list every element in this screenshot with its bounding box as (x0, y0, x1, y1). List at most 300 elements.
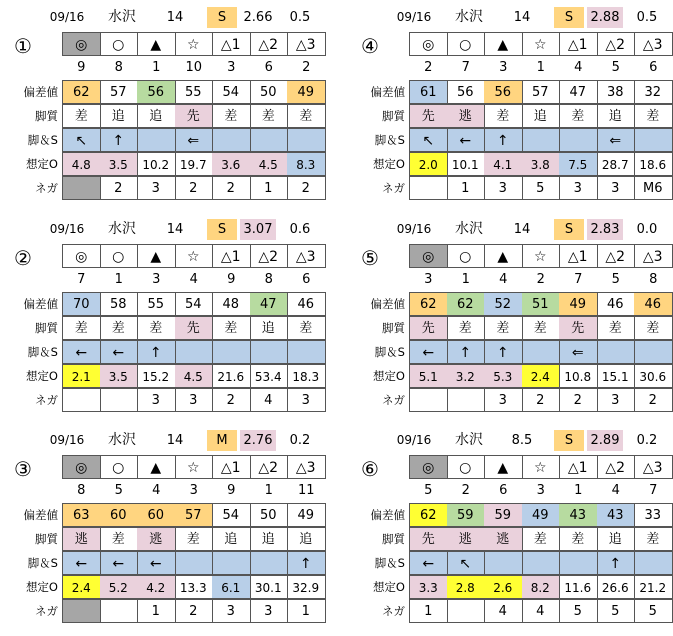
position-arrow (137, 128, 176, 152)
running-style: 差 (287, 104, 326, 128)
odds-value: 15.2 (137, 364, 176, 388)
running-style-row (357, 104, 669, 128)
position-arrow (634, 551, 673, 575)
position-arrow: ⇐ (559, 340, 598, 364)
distance-value: 8.5 (511, 433, 533, 448)
running-style: 差 (522, 316, 561, 340)
odds-value: 5.3 (484, 364, 523, 388)
row-label: 脚質 (35, 532, 58, 546)
running-style: 差 (212, 104, 251, 128)
position-arrow: ↑ (100, 128, 139, 152)
horse-number: 5 (611, 272, 620, 287)
running-style: 差 (212, 316, 251, 340)
mark-cell: ☆ (175, 244, 214, 268)
horse-number: 4 (611, 483, 620, 498)
odds-value: 18.3 (287, 364, 326, 388)
running-style: 差 (100, 316, 139, 340)
deviation-value: 47 (250, 292, 289, 316)
race-number: ⑤ (361, 246, 379, 270)
running-style-row (10, 316, 322, 340)
mark-cell: ▲ (484, 32, 523, 56)
position-arrow (212, 128, 251, 152)
deviation-value: 62 (409, 292, 448, 316)
deviation-value: 50 (250, 80, 289, 104)
venue-name: 水沢 (455, 221, 483, 237)
expected-odds-row (357, 152, 669, 176)
horse-number: 8 (264, 272, 273, 287)
row-label: 脚＆S (27, 556, 58, 570)
deviation-value: 62 (409, 503, 448, 527)
position-arrow (287, 340, 326, 364)
position-arrow (287, 128, 326, 152)
odds-value: 2.6 (484, 575, 523, 599)
position-arrow (484, 551, 523, 575)
position-arrow (175, 551, 214, 575)
deviation-value: 59 (447, 503, 486, 527)
deviation-value: 33 (634, 503, 673, 527)
venue-name: 水沢 (455, 432, 483, 448)
running-style: 逃 (62, 527, 101, 551)
odds-value: 11.6 (559, 575, 598, 599)
row-label: 偏差値 (23, 85, 58, 99)
position-arrow: ↑ (597, 551, 636, 575)
deviation-value: 56 (447, 80, 486, 104)
row-label: 想定O (372, 580, 405, 594)
running-style: 差 (62, 104, 101, 128)
deviation-value: 60 (137, 503, 176, 527)
row-label: 脚＆S (374, 345, 405, 359)
deviation-value: 52 (484, 292, 523, 316)
position-arrow (212, 340, 251, 364)
position-arrow: ↑ (137, 340, 176, 364)
mark-cell: △2 (250, 32, 289, 56)
odds-value: 4.2 (137, 575, 176, 599)
row-label: 脚質 (382, 109, 405, 123)
mark-cell: ◎ (62, 32, 101, 56)
deviation-value: 49 (287, 503, 326, 527)
deviation-value: 57 (175, 503, 214, 527)
deviation-value: 50 (250, 503, 289, 527)
ratio-value: 2.89 (587, 430, 623, 451)
running-style: 差 (175, 527, 214, 551)
expected-odds-row (10, 364, 322, 388)
position-row (357, 128, 669, 152)
odds-value: 2.8 (447, 575, 486, 599)
negative-value: 4 (484, 599, 523, 623)
horse-number-row (10, 56, 322, 80)
row-label: 脚質 (382, 532, 405, 546)
running-style-row (10, 527, 322, 551)
running-style: 差 (634, 527, 673, 551)
position-arrow (522, 551, 561, 575)
odds-value: 4.1 (484, 152, 523, 176)
row-label: 偏差値 (23, 297, 58, 311)
track-condition: M (207, 430, 237, 451)
odds-value: 8.3 (287, 152, 326, 176)
horse-number: 8 (77, 483, 86, 498)
horse-number: 2 (536, 272, 545, 287)
negative-value: 3 (175, 388, 214, 412)
odds-value: 8.2 (522, 575, 561, 599)
deviation-value: 38 (597, 80, 636, 104)
running-style: 差 (634, 104, 673, 128)
distance-value: 14 (166, 433, 184, 448)
mark-cell: ▲ (137, 244, 176, 268)
position-arrow: ← (62, 551, 101, 575)
odds-value: 28.7 (597, 152, 636, 176)
mark-cell: ○ (447, 455, 486, 479)
panel-header (10, 216, 322, 241)
running-style: 差 (100, 527, 139, 551)
negative-row (10, 599, 322, 623)
marks-row (357, 32, 669, 56)
negative-row (357, 599, 669, 623)
track-condition: S (554, 430, 584, 451)
marks-row (357, 244, 669, 268)
ratio-value: 3.07 (240, 219, 276, 240)
horse-number-row (357, 56, 669, 80)
horse-number: 2 (424, 60, 433, 75)
mark-cell: △1 (212, 244, 251, 268)
mark-cell: ○ (447, 32, 486, 56)
running-style: 逃 (447, 527, 486, 551)
deviation-value: 54 (212, 80, 251, 104)
odds-value: 10.1 (447, 152, 486, 176)
horse-number-row (10, 479, 322, 503)
running-style: 差 (62, 316, 101, 340)
position-arrow (522, 340, 561, 364)
race-panel-2 (10, 216, 322, 421)
horse-number: 3 (424, 272, 433, 287)
deviation-row (10, 503, 322, 527)
position-arrow: ← (100, 551, 139, 575)
horse-number: 7 (461, 60, 470, 75)
horse-number: 7 (574, 272, 583, 287)
deviation-value: 70 (62, 292, 101, 316)
track-condition: S (554, 7, 584, 28)
odds-value: 3.5 (100, 152, 139, 176)
odds-value: 21.2 (634, 575, 673, 599)
deviation-value: 49 (287, 80, 326, 104)
distance-value: 14 (513, 10, 531, 25)
negative-value: 5 (522, 176, 561, 200)
negative-value: 3 (250, 599, 289, 623)
horse-number: 3 (152, 272, 161, 287)
negative-value: 2 (175, 176, 214, 200)
mark-cell: ○ (100, 455, 139, 479)
position-arrow (250, 128, 289, 152)
horse-number: 4 (152, 483, 161, 498)
odds-value: 3.2 (447, 364, 486, 388)
position-arrow (634, 340, 673, 364)
negative-value (447, 599, 486, 623)
position-arrow: ↑ (447, 340, 486, 364)
deviation-value: 32 (634, 80, 673, 104)
row-label: ネガ (35, 181, 58, 195)
deviation-value: 63 (62, 503, 101, 527)
venue-name: 水沢 (108, 9, 136, 25)
horse-number: 2 (302, 60, 311, 75)
position-arrow (250, 340, 289, 364)
negative-value (100, 388, 139, 412)
marks-row (10, 244, 322, 268)
mark-cell: ◎ (62, 244, 101, 268)
horse-number: 7 (77, 272, 86, 287)
negative-value (409, 176, 448, 200)
panel-header (357, 216, 669, 241)
venue-name: 水沢 (108, 432, 136, 448)
negative-value: 2 (287, 176, 326, 200)
deviation-value: 59 (484, 503, 523, 527)
negative-value: 3 (287, 388, 326, 412)
odds-value: 30.1 (250, 575, 289, 599)
mark-cell: △1 (559, 244, 598, 268)
horse-number: 5 (114, 483, 123, 498)
horse-number: 4 (499, 272, 508, 287)
position-row (10, 340, 322, 364)
negative-value: 2 (212, 388, 251, 412)
position-arrow (250, 551, 289, 575)
odds-value: 32.9 (287, 575, 326, 599)
panel-header (10, 427, 322, 452)
negative-value (62, 599, 101, 623)
mark-cell: ○ (447, 244, 486, 268)
odds-value: 3.8 (522, 152, 561, 176)
mark-cell: ◎ (409, 32, 448, 56)
mark-cell: ☆ (522, 32, 561, 56)
mark-cell: △3 (634, 244, 673, 268)
negative-value: 2 (634, 388, 673, 412)
negative-value: 2 (212, 176, 251, 200)
running-style: 追 (597, 527, 636, 551)
mark-cell: △1 (559, 455, 598, 479)
running-style: 先 (409, 527, 448, 551)
running-style: 追 (212, 527, 251, 551)
odds-value: 3.6 (212, 152, 251, 176)
negative-value: 3 (484, 388, 523, 412)
running-style: 追 (100, 104, 139, 128)
row-label: 想定O (25, 157, 58, 171)
negative-value: M6 (634, 176, 673, 200)
horse-number: 11 (297, 483, 315, 498)
row-label: 偏差値 (370, 297, 405, 311)
mark-cell: △2 (597, 32, 636, 56)
negative-value (62, 176, 101, 200)
running-style: 差 (484, 104, 523, 128)
negative-value (62, 388, 101, 412)
row-label: 想定O (372, 157, 405, 171)
row-label: ネガ (35, 604, 58, 618)
horse-number: 10 (185, 60, 203, 75)
marks-row (10, 455, 322, 479)
horse-number: 6 (499, 483, 508, 498)
expected-odds-row (357, 575, 669, 599)
extra-value: 0.5 (289, 10, 311, 25)
deviation-row (10, 80, 322, 104)
position-arrow: ↖ (62, 128, 101, 152)
race-date: 09/16 (49, 433, 85, 447)
mark-cell: △3 (634, 455, 673, 479)
running-style: 逃 (484, 527, 523, 551)
position-row (357, 340, 669, 364)
position-arrow: ← (137, 551, 176, 575)
deviation-value: 55 (175, 80, 214, 104)
horse-number-row (357, 268, 669, 292)
odds-value: 10.8 (559, 364, 598, 388)
deviation-value: 62 (62, 80, 101, 104)
row-label: 偏差値 (370, 85, 405, 99)
negative-value: 5 (634, 599, 673, 623)
running-style: 先 (409, 316, 448, 340)
race-date: 09/16 (396, 433, 432, 447)
deviation-value: 49 (522, 503, 561, 527)
race-number: ① (14, 34, 32, 58)
position-arrow: ← (100, 340, 139, 364)
odds-value: 4.8 (62, 152, 101, 176)
odds-value: 26.6 (597, 575, 636, 599)
negative-value: 1 (137, 599, 176, 623)
venue-name: 水沢 (455, 9, 483, 25)
horse-number: 1 (574, 483, 583, 498)
negative-value (100, 599, 139, 623)
running-style: 追 (250, 316, 289, 340)
panel-header (357, 427, 669, 452)
odds-value: 3.5 (100, 364, 139, 388)
running-style: 差 (522, 527, 561, 551)
odds-value: 19.7 (175, 152, 214, 176)
horse-number: 1 (264, 483, 273, 498)
odds-value: 5.2 (100, 575, 139, 599)
expected-odds-row (10, 152, 322, 176)
horse-number-row (357, 479, 669, 503)
distance-value: 14 (166, 10, 184, 25)
position-arrow (559, 128, 598, 152)
negative-value: 3 (137, 388, 176, 412)
deviation-value: 43 (597, 503, 636, 527)
marks-row (10, 32, 322, 56)
horse-number: 5 (611, 60, 620, 75)
deviation-value: 58 (100, 292, 139, 316)
race-date: 09/16 (49, 222, 85, 236)
deviation-row (357, 292, 669, 316)
venue-name: 水沢 (108, 221, 136, 237)
row-label: 偏差値 (23, 508, 58, 522)
running-style: 差 (447, 316, 486, 340)
negative-value: 1 (287, 599, 326, 623)
deviation-value: 54 (175, 292, 214, 316)
odds-value: 4.5 (250, 152, 289, 176)
race-panel-3 (10, 427, 322, 632)
race-number: ③ (14, 457, 32, 481)
horse-number: 8 (114, 60, 123, 75)
running-style: 追 (522, 104, 561, 128)
horse-number: 4 (189, 272, 198, 287)
negative-value: 2 (100, 176, 139, 200)
horse-number: 3 (227, 60, 236, 75)
running-style: 差 (137, 316, 176, 340)
position-arrow (522, 128, 561, 152)
deviation-value: 51 (522, 292, 561, 316)
mark-cell: ☆ (175, 32, 214, 56)
running-style: 追 (137, 104, 176, 128)
running-style: 先 (175, 316, 214, 340)
negative-value: 3 (137, 176, 176, 200)
odds-value: 2.0 (409, 152, 448, 176)
horse-number: 1 (536, 60, 545, 75)
race-date: 09/16 (396, 222, 432, 236)
position-arrow: ← (447, 128, 486, 152)
horse-number: 4 (574, 60, 583, 75)
negative-row (10, 388, 322, 412)
horse-number: 6 (649, 60, 658, 75)
horse-number: 9 (227, 483, 236, 498)
horse-number: 6 (302, 272, 311, 287)
deviation-value: 46 (287, 292, 326, 316)
running-style: 追 (250, 527, 289, 551)
panel-header (10, 4, 322, 29)
mark-cell: △3 (287, 244, 326, 268)
negative-value (447, 388, 486, 412)
deviation-value: 49 (559, 292, 598, 316)
horse-number: 1 (152, 60, 161, 75)
race-number: ② (14, 246, 32, 270)
deviation-value: 60 (100, 503, 139, 527)
mark-cell: ◎ (409, 244, 448, 268)
row-label: ネガ (35, 393, 58, 407)
negative-value: 1 (447, 176, 486, 200)
mark-cell: ○ (100, 244, 139, 268)
track-condition: S (554, 219, 584, 240)
running-style: 先 (409, 104, 448, 128)
horse-number: 9 (77, 60, 86, 75)
race-panel-1 (10, 4, 322, 209)
running-style: 差 (634, 316, 673, 340)
negative-value: 3 (212, 599, 251, 623)
negative-value: 1 (250, 176, 289, 200)
odds-value: 5.1 (409, 364, 448, 388)
race-panel-6 (357, 427, 669, 632)
expected-odds-row (10, 575, 322, 599)
ratio-value: 2.83 (587, 219, 623, 240)
mark-cell: △1 (559, 32, 598, 56)
running-style-row (357, 316, 669, 340)
position-arrow (559, 551, 598, 575)
deviation-value: 56 (137, 80, 176, 104)
running-style: 先 (175, 104, 214, 128)
mark-cell: △3 (287, 455, 326, 479)
odds-value: 2.4 (62, 575, 101, 599)
deviation-value: 62 (447, 292, 486, 316)
odds-value: 13.3 (175, 575, 214, 599)
ratio-value: 2.76 (240, 430, 276, 451)
extra-value: 0.2 (636, 433, 658, 448)
running-style: 逃 (447, 104, 486, 128)
negative-value: 3 (597, 388, 636, 412)
deviation-value: 55 (137, 292, 176, 316)
odds-value: 3.3 (409, 575, 448, 599)
ratio-value: 2.88 (587, 7, 623, 28)
mark-cell: △1 (212, 32, 251, 56)
mark-cell: △1 (212, 455, 251, 479)
track-condition: S (207, 7, 237, 28)
race-number: ④ (361, 34, 379, 58)
horse-number: 3 (499, 60, 508, 75)
row-label: 脚質 (35, 321, 58, 335)
running-style-row (357, 527, 669, 551)
negative-value: 3 (484, 176, 523, 200)
deviation-value: 46 (634, 292, 673, 316)
position-arrow (212, 551, 251, 575)
